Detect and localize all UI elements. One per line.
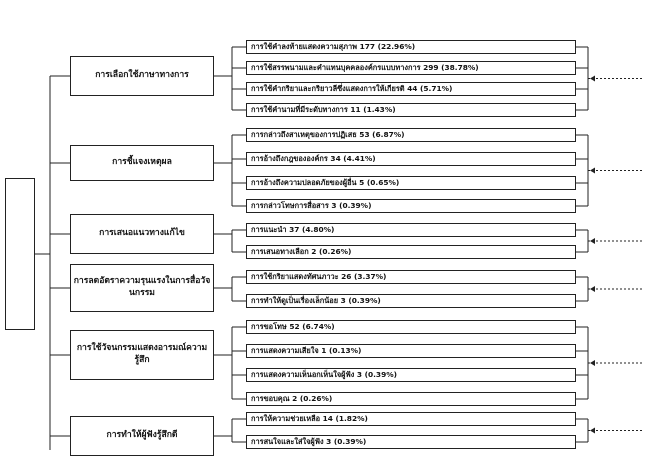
category-box: การเสนอแนวทางแก้ไข	[70, 214, 214, 254]
item-box: การทำให้ดูเป็นเรื่องเล็กน้อย 3 (0.39%)	[246, 294, 576, 308]
item-box: การแสดงความเสียใจ 1 (0.13%)	[246, 344, 576, 358]
item-box: การขอโทษ 52 (6.74%)	[246, 320, 576, 334]
feedback-arrow	[590, 76, 595, 82]
category-box: การชี้แจงเหตุผล	[70, 145, 214, 181]
category-box: การใช้วัจนกรรมแสดงอารมณ์ความรู้สึก	[70, 330, 214, 380]
item-box: การอ้างถึงความปลอดภัยของผู้อื่น 5 (0.65%)	[246, 176, 576, 190]
category-box: การทำให้ผู้ฟังรู้สึกดี	[70, 416, 214, 456]
item-box: การกล่าวถึงสาเหตุของการปฏิเสธ 53 (6.87%)	[246, 128, 576, 142]
feedback-arrow	[590, 286, 595, 292]
feedback-arrow	[590, 238, 595, 244]
item-box: การใช้กริยาแสดงทัศนภาวะ 26 (3.37%)	[246, 270, 576, 284]
item-box: การใช้คำลงท้ายแสดงความสุภาพ 177 (22.96%)	[246, 40, 576, 54]
item-box: การแสดงความเห็นอกเห็นใจผู้ฟัง 3 (0.39%)	[246, 368, 576, 382]
feedback-arrow	[590, 168, 595, 174]
item-box: การแนะนำ 37 (4.80%)	[246, 223, 576, 237]
category-box: การลดอัตราความรุนแรงในการสื่อวัจนกรรม	[70, 264, 214, 312]
feedback-arrow	[590, 428, 595, 434]
item-box: การเสนอทางเลือก 2 (0.26%)	[246, 245, 576, 259]
item-box: การอ้างถึงกฎขององค์กร 34 (4.41%)	[246, 152, 576, 166]
item-box: การให้ความช่วยเหลือ 14 (1.82%)	[246, 412, 576, 426]
feedback-arrow	[590, 360, 595, 366]
item-box: การใช้คำกริยาและกริยาวลีซึ่งแสดงการให้เกียรติ 44 (5.71%)	[246, 82, 576, 96]
item-box: การขอบคุณ 2 (0.26%)	[246, 392, 576, 406]
item-box: การใช้คำนามที่มีระดับทางการ 11 (1.43%)	[246, 103, 576, 117]
category-box: การเลือกใช้ภาษาทางการ	[70, 56, 214, 96]
root-node	[5, 178, 35, 330]
item-box: การใช้สรรพนามและคำแทนบุคคลองค์กรแบบทางการ 299 (38.78%)	[246, 61, 576, 75]
item-box: การสนใจและใส่ใจผู้ฟัง 3 (0.39%)	[246, 435, 576, 449]
item-box: การกล่าวโทษการสื่อสาร 3 (0.39%)	[246, 199, 576, 213]
